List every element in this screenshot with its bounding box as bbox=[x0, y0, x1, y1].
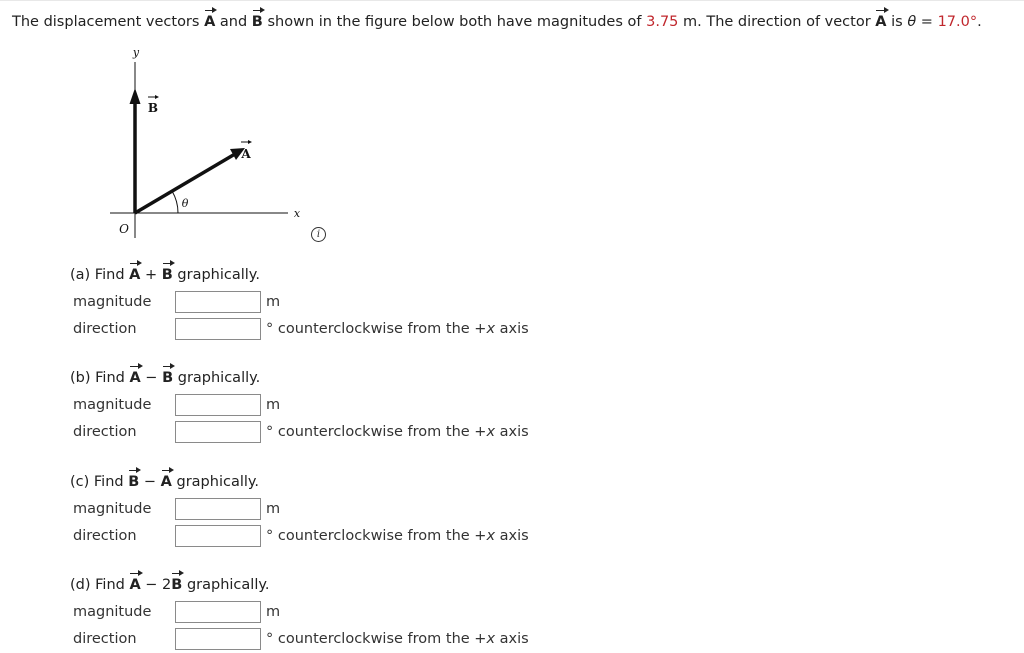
vector-symbol: A bbox=[129, 267, 141, 283]
direction-unit-text: ° counterclockwise from the + bbox=[266, 424, 487, 440]
part-prefix: (d) Find bbox=[70, 577, 130, 593]
part-suffix: graphically. bbox=[182, 577, 270, 593]
magnitude-label: magnitude bbox=[73, 604, 152, 620]
magnitude-unit: m bbox=[266, 604, 281, 620]
magnitude-label: magnitude bbox=[73, 397, 152, 413]
y-axis-label: y bbox=[132, 46, 140, 59]
vector-symbol: B bbox=[161, 267, 173, 283]
direction-unit bbox=[266, 631, 529, 647]
operator-text: − 2 bbox=[140, 577, 172, 593]
magnitude-input-c[interactable] bbox=[175, 498, 261, 520]
problem-statement bbox=[12, 14, 982, 30]
magnitude-unit: m bbox=[266, 294, 281, 310]
vector-b-label-arrowhead bbox=[155, 95, 159, 99]
intro-text: The displacement vectors bbox=[12, 14, 205, 30]
vector-symbol: A bbox=[160, 474, 172, 490]
operator-text: + bbox=[140, 267, 162, 283]
direction-unit-text: ° counterclockwise from the + bbox=[266, 528, 487, 544]
direction-unit-text: axis bbox=[495, 321, 529, 337]
direction-unit bbox=[266, 424, 529, 440]
vector-a-symbol: A bbox=[875, 14, 887, 30]
vector-a-label-arrowhead bbox=[248, 140, 252, 144]
vector-figure bbox=[100, 40, 340, 255]
vector-b-label: B bbox=[147, 101, 159, 115]
top-divider bbox=[0, 0, 1024, 1]
vector-a-label: A bbox=[241, 147, 251, 161]
theta-symbol: θ bbox=[907, 14, 917, 30]
part-c-title bbox=[70, 474, 259, 490]
vector-symbol: B bbox=[162, 370, 174, 386]
x-axis-symbol: x bbox=[486, 631, 496, 647]
vector-symbol: A bbox=[129, 577, 141, 593]
vector-symbol: B bbox=[171, 577, 183, 593]
direction-input-c[interactable] bbox=[175, 525, 261, 547]
part-prefix: (b) Find bbox=[70, 370, 130, 386]
part-suffix: graphically. bbox=[173, 370, 261, 386]
origin-label: O bbox=[119, 222, 129, 236]
intro-text: = bbox=[916, 14, 938, 30]
direction-unit-text: axis bbox=[495, 631, 529, 647]
part-suffix: graphically. bbox=[171, 474, 260, 490]
x-axis-symbol: x bbox=[486, 424, 496, 440]
direction-unit bbox=[266, 528, 529, 544]
direction-label: direction bbox=[73, 321, 137, 337]
theta-label: θ bbox=[181, 197, 189, 210]
direction-unit-text: ° counterclockwise from the + bbox=[266, 631, 487, 647]
intro-text: . bbox=[977, 14, 982, 30]
operator-text: − bbox=[139, 474, 161, 490]
direction-unit-text: ° counterclockwise from the + bbox=[266, 321, 487, 337]
vector-b-symbol: B bbox=[251, 14, 263, 30]
info-icon[interactable]: i bbox=[311, 227, 326, 242]
direction-input-b[interactable] bbox=[175, 421, 261, 443]
direction-input-a[interactable] bbox=[175, 318, 261, 340]
magnitude-input-d[interactable] bbox=[175, 601, 261, 623]
intro-text: and bbox=[215, 14, 252, 30]
vector-b-arrowhead bbox=[130, 88, 141, 104]
direction-unit bbox=[266, 321, 529, 337]
magnitude-input-a[interactable] bbox=[175, 291, 261, 313]
part-suffix: graphically. bbox=[172, 267, 260, 283]
intro-text: shown in the figure below both have magnitudes of bbox=[262, 14, 647, 30]
vector-a-symbol: A bbox=[204, 14, 216, 30]
intro-text: is bbox=[886, 14, 908, 30]
direction-unit-text: axis bbox=[495, 528, 529, 544]
direction-unit-text: axis bbox=[495, 424, 529, 440]
magnitude-label: magnitude bbox=[73, 294, 152, 310]
operator-text: − bbox=[140, 370, 163, 386]
direction-label: direction bbox=[73, 528, 137, 544]
part-a-title bbox=[70, 267, 260, 283]
direction-label: direction bbox=[73, 424, 137, 440]
part-d-title bbox=[70, 577, 269, 593]
direction-input-d[interactable] bbox=[175, 628, 261, 650]
vector-symbol: B bbox=[128, 474, 140, 490]
magnitude-unit: m bbox=[266, 397, 281, 413]
theta-arc bbox=[172, 191, 178, 213]
part-prefix: (a) Find bbox=[70, 267, 130, 283]
x-axis-symbol: x bbox=[486, 321, 496, 337]
part-prefix: (c) Find bbox=[70, 474, 129, 490]
magnitude-input-b[interactable] bbox=[175, 394, 261, 416]
magnitude-value: 3.75 bbox=[646, 14, 679, 30]
vector-symbol: A bbox=[129, 370, 141, 386]
direction-label: direction bbox=[73, 631, 137, 647]
magnitude-label: magnitude bbox=[73, 501, 152, 517]
x-axis-symbol: x bbox=[486, 528, 496, 544]
magnitude-unit: m bbox=[266, 501, 281, 517]
intro-text: m. The direction of vector bbox=[678, 14, 876, 30]
part-b-title bbox=[70, 370, 260, 386]
theta-value: 17.0° bbox=[937, 14, 978, 30]
x-axis-label: x bbox=[293, 207, 301, 220]
